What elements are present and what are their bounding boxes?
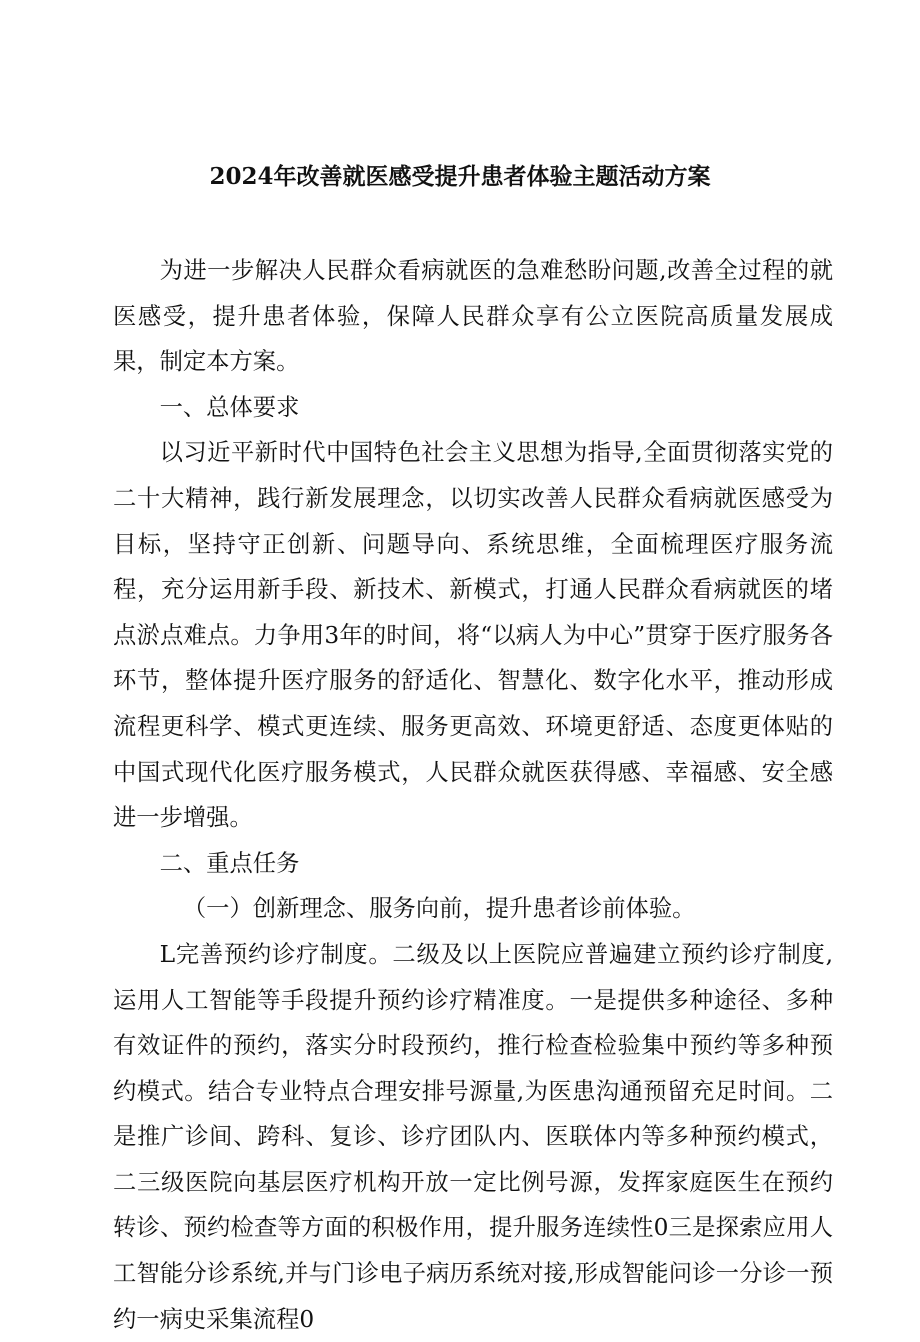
section-heading-general-requirements: 一、总体要求 [159, 393, 300, 421]
document-title: 2024年改善就医感受提升患者体验主题活动方案 [209, 163, 711, 190]
general-requirements-paragraph: 以习近平新时代中国特色社会主义思想为指导,全面贯彻落实党的二十大精神，践行新发展理念，以切实改善人民群众看病就医感受为目标，坚持守正创新、问题导向、系统思维，全面梳理医疗服务流程，充分运用新手段、新技术、新模式，打通人民群众看病就医的堵点淤点难点。力争用3年的时间，将“以病人为中心”贯穿于医疗服务各环节，整体提升医疗服务的舒适化、智慧化、数字化水平，推动形成流程更科学、模式更连续、服务更高效、环境更舒适、态度更体贴的中国式现代化医疗服务模式，人民群众就医获得感、幸福感、安全感进一步增强。 [113, 439, 833, 832]
intro-paragraph: 为进一步解决人民群众看病就医的急难愁盼问题,改善全过程的就医感受，提升患者体验，保障人民群众享有公立医院高质量发展成果，制定本方案。 [113, 257, 833, 376]
document-body [113, 248, 833, 1342]
appointment-system-paragraph: L完善预约诊疗制度。二级及以上医院应普遍建立预约诊疗制度,运用人工智能等手段提升预约诊疗精准度。一是提供多种途径、多种有效证件的预约，落实分时段预约，推行检查检验集中预约等多种预约模式。结合专业特点合理安排号源量,为医患沟通预留充足时间。二是推广诊间、跨科、复诊、诊疗团队内、医联体内等多种预约模式，二三级医院向基层医疗机构开放一定比例号源，发挥家庭医生在预约转诊、预约检查等方面的积极作用，提升服务连续性0三是探索应用人工智能分诊系统,并与门诊电子病历系统对接,形成智能问诊一分诊一预约一病史采集流程0 [113, 940, 833, 1333]
section-heading-key-tasks: 二、重点任务 [159, 849, 300, 877]
subsection-heading-pre-diagnosis: （一）创新理念、服务向前，提升患者诊前体验。 [182, 895, 696, 923]
